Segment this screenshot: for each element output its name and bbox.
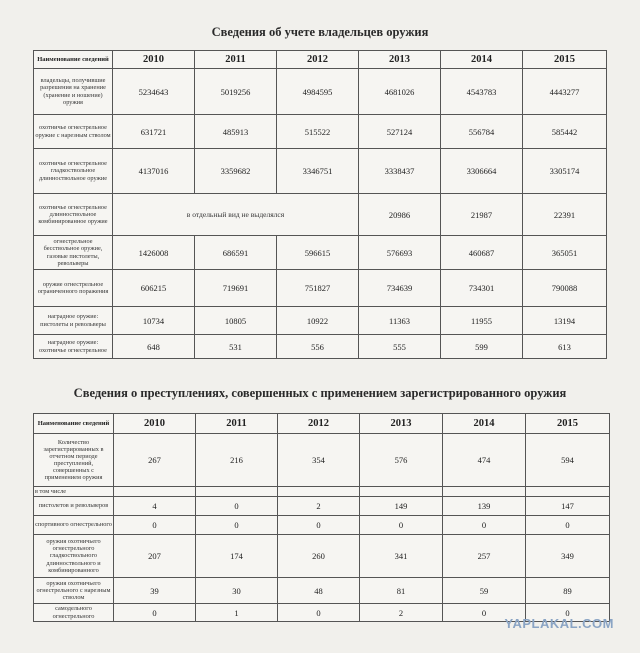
table-cell: 13194 — [523, 307, 607, 335]
row-label: оружия охотничьего огнестрельного с нарезным стволом — [34, 578, 114, 604]
row-label: охотничье огнестрельное оружие с нарезным стволом — [34, 115, 113, 149]
table-cell: 207 — [114, 535, 196, 578]
table-cell: 11363 — [359, 307, 441, 335]
row-label: владельцы, получившие разрешения на хранение (хранение и ношение) оружия — [34, 69, 113, 115]
table1-year-header: 2014 — [441, 51, 523, 69]
row-label: спортивного огнестрельного — [34, 516, 114, 535]
table-cell: 515522 — [277, 115, 359, 149]
table-cell: 531 — [195, 335, 277, 359]
table-row — [34, 194, 607, 236]
table-cell: 585442 — [523, 115, 607, 149]
table-cell: 460687 — [441, 236, 523, 270]
table-cell: 0 — [278, 516, 360, 535]
table-cell: 556784 — [441, 115, 523, 149]
table-cell: 555 — [359, 335, 441, 359]
table-cell: 174 — [196, 535, 278, 578]
table-cell: 349 — [526, 535, 610, 578]
crimes-table — [33, 413, 610, 622]
table-cell: 48 — [278, 578, 360, 604]
table-cell: 594 — [526, 434, 610, 487]
table2-year-header: 2010 — [114, 414, 196, 434]
weapon-owners-table — [33, 50, 607, 359]
table-cell: 81 — [360, 578, 443, 604]
table-cell: 260 — [278, 535, 360, 578]
table-cell: 3305174 — [523, 149, 607, 194]
table-cell: 21987 — [441, 194, 523, 236]
table1-name-header: Наименование сведений — [34, 51, 113, 69]
table-row — [34, 115, 607, 149]
table-cell — [526, 487, 610, 497]
row-label: охотничье огнестрельное гладкоствольное длинноствольное оружие — [34, 149, 113, 194]
table-cell — [278, 487, 360, 497]
table-cell: 5234643 — [113, 69, 195, 115]
table-cell: 5019256 — [195, 69, 277, 115]
table-cell: 0 — [526, 604, 610, 622]
table-cell: 734639 — [359, 270, 441, 307]
table1-year-header: 2012 — [277, 51, 359, 69]
table-cell: 719691 — [195, 270, 277, 307]
table-cell: 1426008 — [113, 236, 195, 270]
table-cell: 790088 — [523, 270, 607, 307]
row-label: оружие огнестрельное ограниченного поражения — [34, 270, 113, 307]
watermark: YAPLAKAL.COM — [504, 616, 614, 631]
table-cell: 751827 — [277, 270, 359, 307]
row-label: Количество зарегистрированных в отчетном периоде преступлений, совершенных с применением оружия — [34, 434, 114, 487]
table-cell: 576 — [360, 434, 443, 487]
table-cell: 0 — [114, 604, 196, 622]
row-label: в том числе — [34, 487, 114, 497]
table-cell: 20986 — [359, 194, 441, 236]
table1-year-header: 2011 — [195, 51, 277, 69]
table1-year-header: 2015 — [523, 51, 607, 69]
table-cell: 631721 — [113, 115, 195, 149]
table-row — [34, 516, 610, 535]
table2-year-header: 2011 — [196, 414, 278, 434]
table-cell: 686591 — [195, 236, 277, 270]
table1-year-header: 2013 — [359, 51, 441, 69]
table-cell: 599 — [441, 335, 523, 359]
table-cell: 139 — [443, 497, 526, 516]
table1-title: Сведения об учете владельцев оружия — [211, 25, 429, 39]
table-cell: 89 — [526, 578, 610, 604]
row-label: огнестрельное бесствольное оружие, газовые пистолеты, револьверы — [34, 236, 113, 270]
table-cell: 4137016 — [113, 149, 195, 194]
table-cell: 527124 — [359, 115, 441, 149]
row-label: самодельного огнестрельного — [34, 604, 114, 622]
table-row — [34, 487, 610, 497]
table-cell: 0 — [443, 604, 526, 622]
table-cell: 0 — [196, 516, 278, 535]
table-cell: 341 — [360, 535, 443, 578]
table-cell: 0 — [526, 516, 610, 535]
table-cell — [196, 487, 278, 497]
table-cell: 10805 — [195, 307, 277, 335]
table-row — [34, 335, 607, 359]
table-cell: 1 — [196, 604, 278, 622]
table-cell: 354 — [278, 434, 360, 487]
table-cell: 59 — [443, 578, 526, 604]
table-cell — [114, 487, 196, 497]
table2-year-header: 2015 — [526, 414, 610, 434]
table-cell: 2 — [278, 497, 360, 516]
table-cell: 267 — [114, 434, 196, 487]
table-cell: 734301 — [441, 270, 523, 307]
table2-year-header: 2013 — [360, 414, 443, 434]
table-cell: 4 — [114, 497, 196, 516]
row-label: охотничье огнестрельное длинноствольное комбинированное оружие — [34, 194, 113, 236]
table2-title: Сведения о преступлениях, совершенных с применением зарегистрированного оружия — [73, 386, 567, 400]
row-label: наградное оружие: охотничье огнестрельное — [34, 335, 113, 359]
table-cell: 10922 — [277, 307, 359, 335]
table-cell: 0 — [443, 516, 526, 535]
table-row — [34, 69, 607, 115]
table-cell: 3359682 — [195, 149, 277, 194]
table-cell: 3338437 — [359, 149, 441, 194]
table-cell: 10734 — [113, 307, 195, 335]
row-label: пистолетов и револьверов — [34, 497, 114, 516]
table-cell: 556 — [277, 335, 359, 359]
table-cell: 0 — [278, 604, 360, 622]
table-row — [34, 535, 610, 578]
table-cell: 485913 — [195, 115, 277, 149]
table-cell: 147 — [526, 497, 610, 516]
table-cell: 39 — [114, 578, 196, 604]
table-row — [34, 236, 607, 270]
table-cell: 4443277 — [523, 69, 607, 115]
table-cell: 22391 — [523, 194, 607, 236]
table-row — [34, 149, 607, 194]
table-cell: 648 — [113, 335, 195, 359]
table-row — [34, 434, 610, 487]
table-cell: 4543783 — [441, 69, 523, 115]
table-cell: 11955 — [441, 307, 523, 335]
table-cell: 596615 — [277, 236, 359, 270]
table-row — [34, 270, 607, 307]
row-label: оружия охотничьего огнестрельного гладкоствольного длинноствольного и комбинированного — [34, 535, 114, 578]
table-cell: 576693 — [359, 236, 441, 270]
table2-header-row — [34, 414, 610, 434]
table2-name-header: Наименование сведений — [34, 414, 114, 434]
row-label: наградное оружие: пистолеты и револьверы — [34, 307, 113, 335]
table-cell: 613 — [523, 335, 607, 359]
table-row — [34, 578, 610, 604]
table-cell: 4984595 — [277, 69, 359, 115]
table-cell: 2 — [360, 604, 443, 622]
table1-year-header: 2010 — [113, 51, 195, 69]
table-cell: 216 — [196, 434, 278, 487]
table-cell — [360, 487, 443, 497]
table-cell — [443, 487, 526, 497]
table2-year-header: 2014 — [443, 414, 526, 434]
table2-year-header: 2012 — [278, 414, 360, 434]
table-cell: 3306664 — [441, 149, 523, 194]
table-row — [34, 307, 607, 335]
table-cell: 3346751 — [277, 149, 359, 194]
table-cell: 474 — [443, 434, 526, 487]
table-cell: 30 — [196, 578, 278, 604]
table-cell: 257 — [443, 535, 526, 578]
table-cell: 0 — [196, 497, 278, 516]
merged-note-cell: в отдельный вид не выделялся — [113, 194, 359, 236]
table-cell: 0 — [360, 516, 443, 535]
table-cell: 149 — [360, 497, 443, 516]
table-row — [34, 497, 610, 516]
table-cell: 365051 — [523, 236, 607, 270]
table-cell: 0 — [114, 516, 196, 535]
table-cell: 4681026 — [359, 69, 441, 115]
table-cell: 606215 — [113, 270, 195, 307]
table1-header-row — [34, 51, 607, 69]
